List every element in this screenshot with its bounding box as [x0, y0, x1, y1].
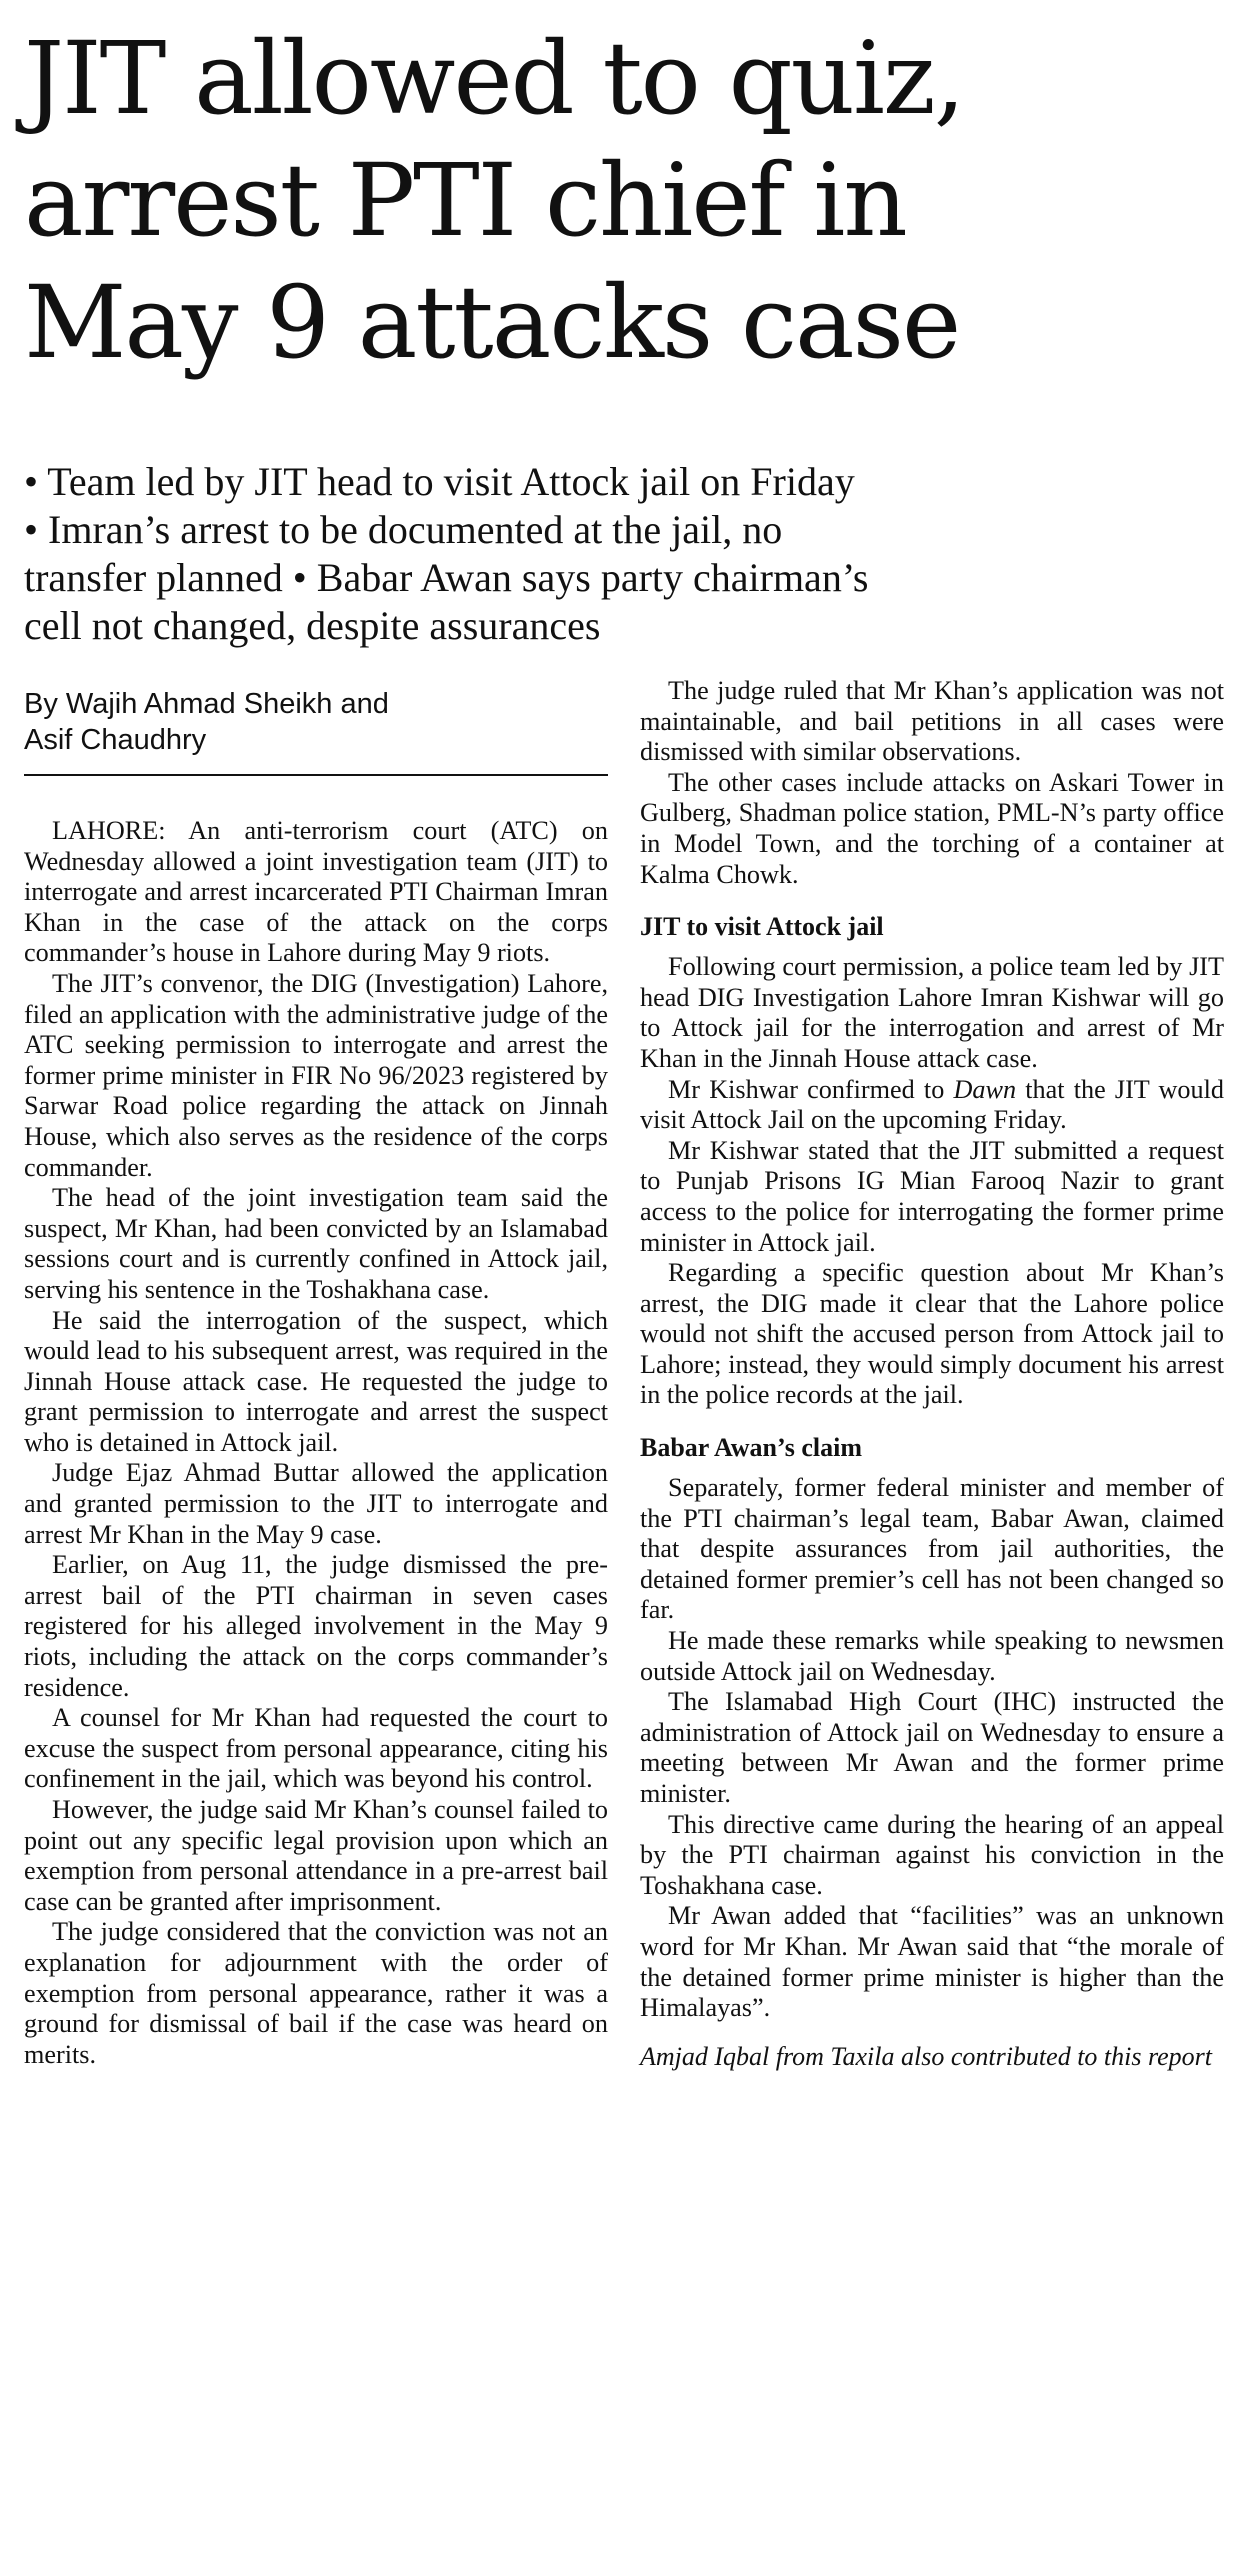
- paragraph: A counsel for Mr Khan had requested the court to excuse the suspect from personal appearance, citing his confinement in the jail, which was beyond his control.: [24, 1703, 608, 1794]
- subheadline-decks: [24, 458, 1224, 650]
- paragraph: Regarding a specific question about Mr Khan’s arrest, the DIG made it clear that the Lahore police would not shift the accused person from Attock jail to Lahore; instead, they would simply document his arrest in the police records at the jail.: [640, 1258, 1224, 1410]
- text-run: that the JIT would visit Attock Jail on the upcoming Friday.: [640, 1074, 1224, 1135]
- contributor-credit: Amjad Iqbal from Taxila also contributed to this report: [640, 2041, 1213, 2071]
- paragraph: Mr Kishwar stated that the JIT submitted a request to Punjab Prisons IG Mian Farooq Nazir to grant access to the police for interrogating the former prime minister in Attock jail.: [640, 1135, 1224, 1257]
- headline-line: arrest PTI chief in: [24, 142, 906, 259]
- headline: [24, 18, 1224, 384]
- byline-line: By Wajih Ahmad Sheikh and: [24, 688, 389, 720]
- deck-line: • Imran’s arrest to be documented at the jail, no: [24, 507, 783, 552]
- byline-line: Asif Chaudhry: [24, 724, 207, 756]
- headline-line: JIT allowed to quiz,: [24, 20, 964, 137]
- deck-line: cell not changed, despite assurances: [24, 603, 601, 648]
- paragraph-dawn: [640, 1075, 1224, 1136]
- paragraph: Separately, former federal minister and member of the PTI chairman’s legal team, Babar Awan, claimed that despite assurances from jail authorities, the detained former premier’s cell has not been changed so far.: [640, 1473, 1224, 1625]
- section-subhead-jit-visit: JIT to visit Attock jail: [640, 912, 884, 942]
- paragraph: LAHORE: An anti-terrorism court (ATC) on Wednesday allowed a joint investigation team (JIT) to interrogate and arrest incarcerated PTI Chairman Imran Khan in the case of the attack on the corps commander’s house in Lahore during May 9 riots.: [24, 816, 608, 968]
- paragraph: The judge considered that the conviction was not an explanation for adjournment with the order of exemption from personal appearance, rather it was a ground for dismissal of bail if the case was heard on merits.: [24, 1917, 608, 2069]
- paragraph: Following court permission, a police team led by JIT head DIG Investigation Lahore Imran Kishwar will go to Attock jail for the interrogation and arrest of Mr Khan in the Jinnah House attack case.: [640, 952, 1224, 1073]
- paragraph: Judge Ejaz Ahmad Buttar allowed the application and granted permission to the JIT to interrogate and arrest Mr Khan in the May 9 case.: [24, 1458, 608, 1549]
- right-column-body: [640, 676, 1224, 2072]
- left-column-body: [24, 816, 608, 2070]
- paragraph: The judge ruled that Mr Khan’s application was not maintainable, and bail petitions in all cases were dismissed with similar observations.: [640, 676, 1224, 767]
- left-column: [24, 676, 608, 2070]
- paragraph: However, the judge said Mr Khan’s counsel failed to point out any specific legal provision upon which an exemption from personal attendance in a pre-arrest bail case can be granted after imprisonment.: [24, 1795, 608, 1916]
- paragraph: The Islamabad High Court (IHC) instructed the administration of Attock jail on Wednesday to ensure a meeting between Mr Awan and the former prime minister.: [640, 1687, 1224, 1808]
- paragraph: Earlier, on Aug 11, the judge dismissed the pre-arrest bail of the PTI chairman in seven cases registered for his alleged involvement in the May 9 riots, including the attack on the corps commander’s residence.: [24, 1550, 608, 1702]
- deck-line: • Team led by JIT head to visit Attock jail on Friday: [24, 459, 855, 504]
- deck-line: transfer planned • Babar Awan says party chairman’s: [24, 555, 869, 600]
- section-subhead-babar-awan: Babar Awan’s claim: [640, 1433, 862, 1463]
- publication-name: Dawn: [953, 1074, 1017, 1104]
- headline-line: May 9 attacks case: [24, 264, 960, 381]
- paragraph: He said the interrogation of the suspect, which would lead to his subsequent arrest, was required in the Jinnah House attack case. He requested the judge to grant permission to interrogate and arrest the suspect who is detained in Attock jail.: [24, 1305, 608, 1457]
- paragraph: Mr Awan added that “facilities” was an unknown word for Mr Khan. Mr Awan said that “the morale of the detained former prime minister is higher than the Himalayas”.: [640, 1901, 1224, 2023]
- paragraph: He made these remarks while speaking to newsmen outside Attock jail on Wednesday.: [640, 1626, 1224, 1686]
- right-column: [640, 676, 1224, 2072]
- paragraph: The other cases include attacks on Askari Tower in Gulberg, Shadman police station, PML-N’s party office in Model Town, and the torching of a container at Kalma Chowk.: [640, 767, 1224, 889]
- paragraph: The JIT’s convenor, the DIG (Investigation) Lahore, filed an application with the administrative judge of the ATC seeking permission to interrogate and arrest the former prime minister in FIR No 96/2023 registered by Sarwar Road police regarding the attack on Jinnah House, which also serves as the residence of the corps commander.: [24, 968, 608, 1182]
- paragraph: This directive came during the hearing of an appeal by the PTI chairman against his conviction in the Toshakhana case.: [640, 1809, 1224, 1900]
- byline: [24, 686, 608, 776]
- paragraph: The head of the joint investigation team said the suspect, Mr Khan, had been convicted by an Islamabad sessions court and is currently confined in Attock jail, serving his sentence in the Toshakhana case.: [24, 1183, 608, 1304]
- text-run: Mr Kishwar confirmed to: [668, 1074, 954, 1104]
